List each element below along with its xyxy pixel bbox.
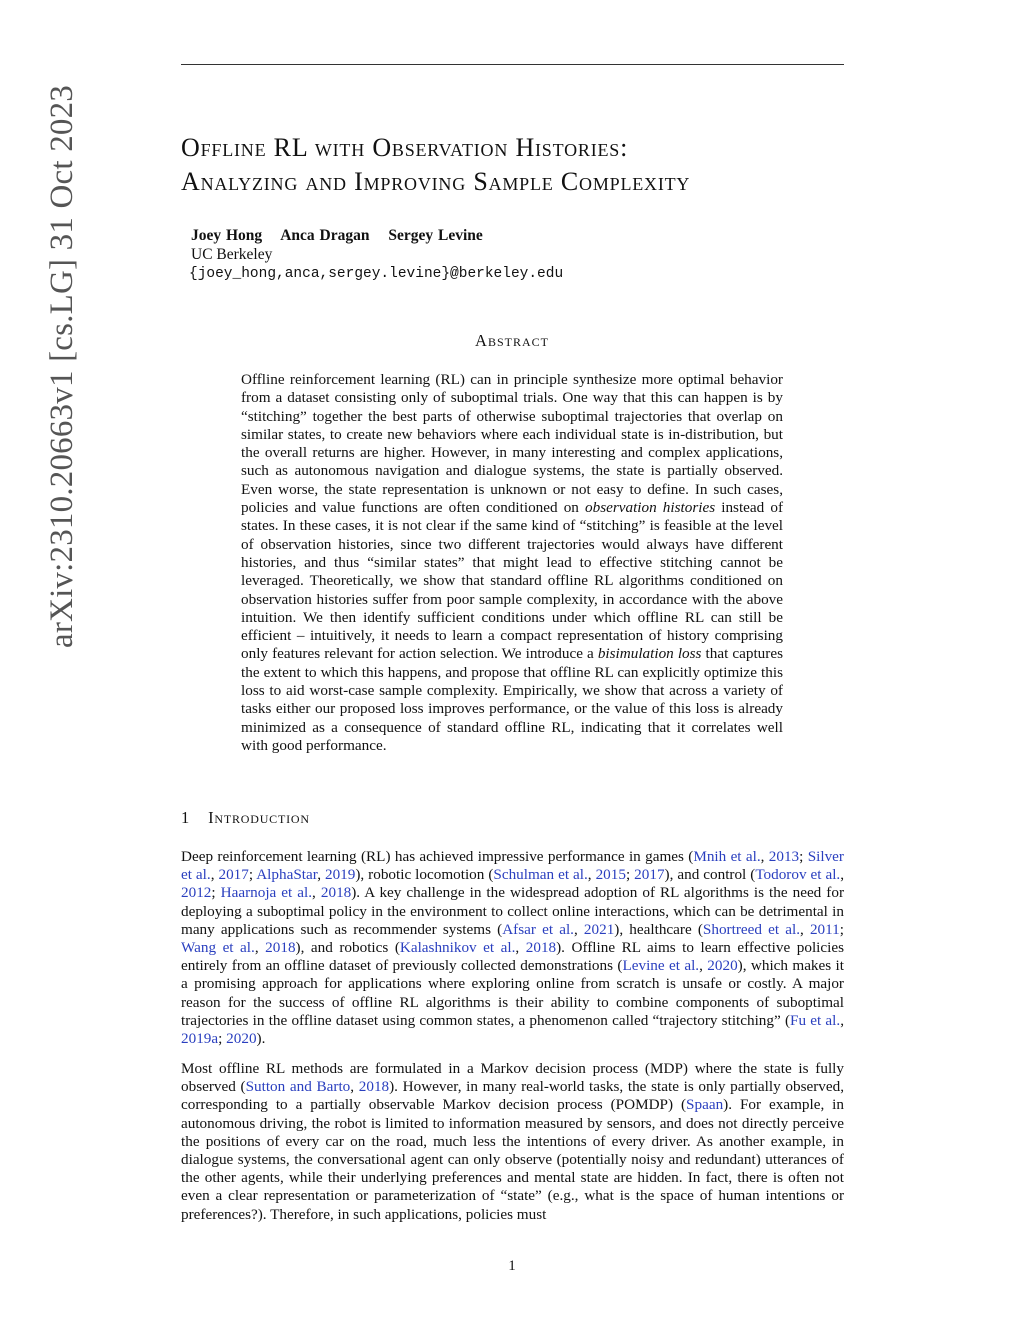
body-text: , <box>317 866 325 884</box>
citation-link[interactable]: 2018 <box>320 884 352 902</box>
body-text: , <box>699 957 708 975</box>
header-rule <box>181 64 844 65</box>
section-title: Introduction <box>208 808 310 827</box>
citation-link[interactable]: Levine et al. <box>622 957 700 975</box>
page-number: 1 <box>508 1258 516 1274</box>
body-text: , <box>350 1078 359 1096</box>
citation-link[interactable]: Shortreed et al. <box>702 920 800 938</box>
author-list <box>191 227 497 245</box>
body-text: ). However, in many real-world tasks, the state is only partially observed, corresponding to a partially observable Markov decision process (POMDP) ( <box>181 1078 844 1114</box>
body-text: ). A key challenge in the widespread adoption of RL algorithms is the need for deploying a suboptimal policy in the environment to collect online interactions, which can be detrimental in many applications such as recommender systems ( <box>181 884 845 938</box>
body-text: , <box>573 920 584 938</box>
body-text: Most offline RL methods are formulated in a Markov decision process (MDP) where the state is fully observed ( <box>181 1060 844 1096</box>
abstract-text: that captures the extent to which this happens, and propose that offline RL can explicitly optimize this loss to aid worst-case sample complexity. Empirically, we show that across a variety of tasks either our proposed loss improves performance, or the value of this loss is already minimized as a consequence of standard offline RL, indicating that it correlates well with good performance. <box>241 645 783 754</box>
intro-paragraph-2 <box>181 1060 844 1224</box>
body-text: ). Offline RL aims to learn effective policies entirely from an offline dataset of previously collected demonstrations ( <box>181 939 845 975</box>
body-text: ; <box>218 1030 227 1048</box>
body-text: ; <box>799 848 808 865</box>
body-text: ), and control ( <box>664 866 756 884</box>
body-text: ; <box>839 920 844 938</box>
citation-link[interactable]: 2013 <box>768 848 800 865</box>
citation-link[interactable]: Sutton and Barto <box>245 1078 351 1096</box>
citation-link[interactable]: Kalashnikov et al. <box>399 939 516 957</box>
citation-link[interactable]: 2018 <box>265 939 296 957</box>
body-text: Deep reinforcement learning (RL) has achieved impressive performance in games ( <box>181 848 694 865</box>
citation-link[interactable]: 2017 <box>218 866 249 884</box>
title-line-1: Offline RL with Observation Histories: <box>181 133 629 162</box>
affiliation: UC Berkeley <box>191 246 273 263</box>
body-text: ; <box>625 866 635 884</box>
body-text: , <box>840 866 845 884</box>
body-text: ; <box>211 884 221 902</box>
citation-link[interactable]: Silver et al. <box>181 848 844 884</box>
citation-link[interactable]: 2020 <box>226 1030 257 1048</box>
author-name: Joey Hong <box>191 227 263 244</box>
body-text: , <box>760 848 769 865</box>
body-text: ). For example, in autonomous driving, the robot is limited to information measured by sensors, and does not directly perceive the positions of every car on the road, much less the intentions of every driver. As another example, in dialogue systems, the conversational agent can only observe (potentially noisy and redundant) utterances of the other agents, while their underlying preferences and mental state are hidden. In fact, there is often not even a clear representation or parameterization of “state” (e.g., what is the space of human intentions or preferences?). Therefore, in such applications, policies must <box>181 1096 844 1223</box>
citation-link[interactable]: Schulman et al. <box>493 866 588 884</box>
citation-link[interactable]: Todorov et al. <box>755 866 841 884</box>
abstract-text: instead of states. In these cases, it is not clear if the same kind of “stitching” is feasible at the level of observation histories, since two different trajectories would always have different histories, and thus “similar states” that might lead to effective stitching cannot be leveraged. Theoretically, we show that standard offline RL algorithms conditioned on observation histories suffer from poor sample complexity, in accordance with the above intuition. We then identify sufficient conditions under which offline RL can still be efficient – intuitively, it needs to learn a compact representation of history comprising only features relevant for action selection. We introduce a <box>241 499 784 663</box>
body-text: ). <box>256 1030 266 1048</box>
body-text: , <box>800 920 810 938</box>
citation-link[interactable]: Fu et al. <box>790 1011 841 1029</box>
author-name: Anca Dragan <box>280 227 370 244</box>
citation-link[interactable]: Spaan <box>686 1096 724 1114</box>
email-text[interactable]: {joey_hong,anca,sergey.levine}@berkeley.edu <box>189 266 564 282</box>
body-text: , <box>312 884 321 902</box>
abstract-emphasis: bisimulation loss <box>597 645 702 663</box>
citation-link[interactable]: 2020 <box>707 957 738 975</box>
body-text: ), which makes it a promising approach for applications where exploring online from scratch is unsafe or costly. A major reason for the success of offline RL algorithms is their ability to combine components of suboptimal trajectories in the offline dataset using common states, a phenomenon called “trajectory stitching” ( <box>181 957 844 1029</box>
abstract-text: Offline reinforcement learning (RL) can in principle synthesize more optimal behavior from a dataset consisting only of suboptimal trials. One way that this can happen is by “stitching” together the best parts of otherwise suboptimal trajectories that overlap on similar states, to create new behaviors where each individual state is in-distribution, but the overall returns are higher. However, in many interesting and complex applications, such as autonomous navigation and dialogue systems, the state is partially observed. Even worse, the state representation is unknown or not easy to define. In such cases, policies and value functions are often conditioned on <box>241 371 783 517</box>
paper-title <box>181 131 861 199</box>
citation-link[interactable]: 2012 <box>181 884 212 902</box>
body-text: ), healthcare ( <box>614 920 703 938</box>
section-number: 1 <box>181 808 191 827</box>
section-heading <box>181 808 310 828</box>
citation-link[interactable]: 2018 <box>358 1078 390 1096</box>
title-line-2: Analyzing and Improving Sample Complexity <box>181 167 691 196</box>
body-text: ; <box>248 866 257 884</box>
citation-link[interactable]: Mnih et al. <box>693 848 761 865</box>
abstract-body <box>241 371 783 755</box>
citation-link[interactable]: Afsar et al. <box>502 920 574 938</box>
citation-link[interactable]: 2017 <box>634 866 665 884</box>
citation-link[interactable]: Wang et al. <box>181 939 255 957</box>
body-text: , <box>587 866 596 884</box>
citation-link[interactable]: 2021 <box>583 920 615 938</box>
body-text: , <box>840 1011 844 1029</box>
citation-link[interactable]: AlphaStar <box>256 866 318 884</box>
abstract-heading: Abstract <box>475 331 549 350</box>
abstract-emphasis: observation histories <box>585 499 716 517</box>
arxiv-stamp: arXiv:2310.20663v1 [cs.LG] 31 Oct 2023 <box>44 84 80 648</box>
body-text: , <box>210 866 219 884</box>
body-text: ), and robotics ( <box>295 939 400 957</box>
citation-link[interactable]: 2011 <box>809 920 840 938</box>
citation-link[interactable]: 2019 <box>324 866 356 884</box>
citation-link[interactable]: Haarnoja et al. <box>220 884 313 902</box>
author-name: Sergey Levine <box>388 227 483 244</box>
body-text: , <box>515 939 526 957</box>
citation-link[interactable]: 2015 <box>595 866 626 884</box>
body-text: ), robotic locomotion ( <box>355 866 494 884</box>
citation-link[interactable]: 2019a <box>181 1030 219 1048</box>
body-text: , <box>254 939 266 957</box>
citation-link[interactable]: 2018 <box>525 939 557 957</box>
author-emails[interactable] <box>189 264 563 282</box>
intro-paragraph-1 <box>181 848 844 1048</box>
